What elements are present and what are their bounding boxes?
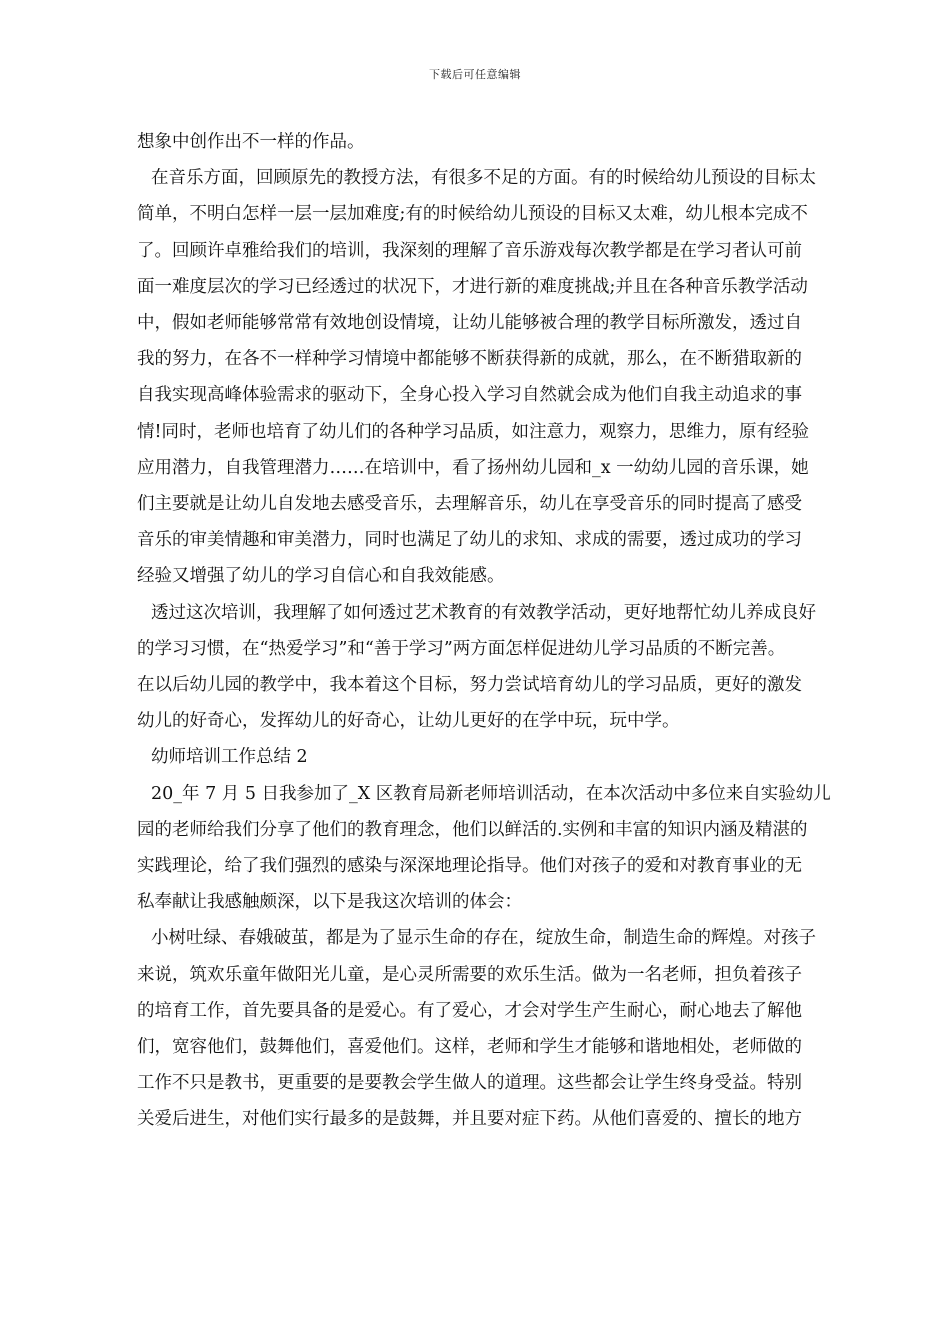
text-line: 20_年 7 月 5 日我参加了_X 区教育局新老师培训活动，在本次活动中多位来自实验幼儿 <box>151 783 831 804</box>
text-line: 经验又增强了幼儿的学习自信心和自我效能感。 <box>137 566 505 587</box>
text-line: 们，宽容他们，鼓舞他们，喜爱他们。这样，老师和学生才能够和谐地相处，老师做的 <box>137 1037 802 1058</box>
text-line: 幼师培训工作总结 2 <box>151 747 308 768</box>
text-line: 在音乐方面，回顾原先的教授方法，有很多不足的方面。有的时候给幼儿预设的目标太 <box>151 168 816 189</box>
text-line: 了。回顾许卓雅给我们的培训，我深刻的理解了音乐游戏每次教学都是在学习者认可前 <box>137 240 802 261</box>
text-line: 情!同时，老师也培育了幼儿们的各种学习品质，如注意力，观察力，思维力，原有经验 <box>137 421 810 442</box>
text-line: 透过这次培训，我理解了如何透过艺术教育的有效教学活动，更好地帮忙幼儿养成良好 <box>151 602 816 623</box>
text-line: 园的老师给我们分享了他们的教育理念，他们以鲜活的.实例和丰富的知识内涵及精湛的 <box>137 819 808 840</box>
page-header <box>0 66 950 82</box>
header-text: 下载后可任意编辑 <box>429 68 521 81</box>
text-line: 应用潜力，自我管理潜力……在培训中，看了扬州幼儿园和_x 一幼幼儿园的音乐课，她 <box>137 457 809 478</box>
text-line: 工作不只是教书，更重要的是要教会学生做人的道理。这些都会让学生终身受益。特别 <box>137 1073 802 1094</box>
text-line: 的学习习惯，在“热爱学习”和“善于学习”两方面怎样促进幼儿学习品质的不断完善。 <box>137 638 786 659</box>
text-line: 关爱后进生，对他们实行最多的是鼓舞，并且要对症下药。从他们喜爱的、擅长的地方 <box>137 1109 802 1130</box>
text-line: 在以后幼儿园的教学中，我本着这个目标，努力尝试培育幼儿的学习品质，更好的激发 <box>137 675 802 696</box>
text-line: 简单，不明白怎样一层一层加难度;有的时候给幼儿预设的目标又太难，幼儿根本完成不 <box>137 204 808 225</box>
text-line: 想象中创作出不一样的作品。 <box>137 132 365 152</box>
text-line: 中，假如老师能够常常有效地创设情境，让幼儿能够被合理的教学目标所激发，透过自 <box>137 313 802 334</box>
text-line: 幼儿的好奇心，发挥幼儿的好奇心，让幼儿更好的在学中玩，玩中学。 <box>137 711 680 732</box>
text-line: 的培育工作，首先要具备的是爱心。有了爱心，才会对学生产生耐心，耐心地去了解他 <box>137 1000 802 1021</box>
text-line: 自我实现高峰体验需求的驱动下，全身心投入学习自然就会成为他们自我主动追求的事 <box>137 385 802 406</box>
text-line: 们主要就是让幼儿自发地去感受音乐，去理解音乐，幼儿在享受音乐的同时提高了感受 <box>137 494 802 515</box>
text-line: 实践理论，给了我们强烈的感染与深深地理论指导。他们对孩子的爱和对教育事业的无 <box>137 856 802 877</box>
text-line: 面一难度层次的学习已经透过的状况下，才进行新的难度挑战;并且在各种音乐教学活动 <box>137 276 808 297</box>
text-line: 我的努力，在各不一样种学习情境中都能够不断获得新的成就，那么，在不断猎取新的 <box>137 349 802 370</box>
text-line: 私奉献让我感触颇深，以下是我这次培训的体会： <box>137 892 522 913</box>
document-body <box>137 124 892 1138</box>
text-line: 音乐的审美情趣和审美潜力，同时也满足了幼儿的求知、求成的需要，透过成功的学习 <box>137 530 802 551</box>
text-line: 小树吐绿、春娥破茧，都是为了显示生命的存在，绽放生命，制造生命的辉煌。对孩子 <box>151 928 816 949</box>
text-line: 来说，筑欢乐童年做阳光儿童，是心灵所需要的欢乐生活。做为一名老师，担负着孩子 <box>137 964 802 985</box>
